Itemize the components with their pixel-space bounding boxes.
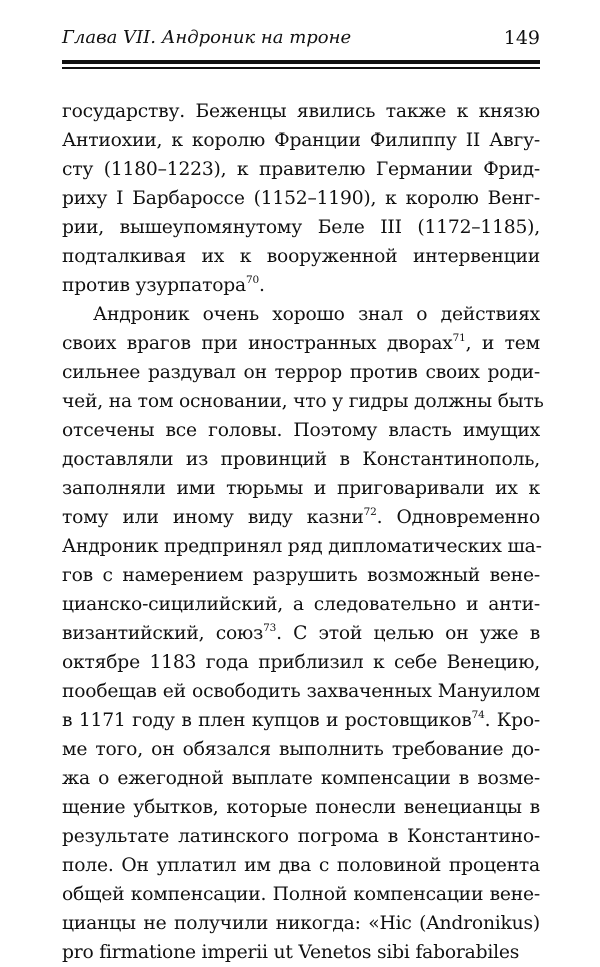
text-segment: . Одновременно [376, 506, 540, 528]
text-line [62, 590, 540, 619]
text-line [62, 445, 540, 474]
text-line [62, 503, 540, 532]
text-segment: щение убытков, которые понесли венецианцы в [62, 796, 540, 818]
text-segment: поле. Он уплатил им два с половиной процента [62, 854, 540, 876]
text-segment: Андроник предпринял ряд дипломатических ша- [62, 535, 542, 557]
header-rule-thick [62, 60, 540, 64]
footnote-ref: 74 [471, 708, 485, 721]
footnote-ref: 73 [263, 621, 277, 634]
text-segment: общей компенсации. Полной компенсации вене- [62, 883, 540, 905]
text-segment: заполняли ими тюрьмы и приговаривали их к [62, 477, 540, 499]
text-segment: . С этой целью он уже в [276, 622, 541, 644]
text-segment: государству. Беженцы явились также к князю [62, 100, 540, 122]
footnote-ref: 71 [452, 331, 466, 344]
footnote-ref: 70 [245, 273, 259, 286]
text-segment: пообещав ей освободить захваченных Мануилом [62, 680, 540, 702]
text-segment: цианцы не получили никогда: «Hic (Andronikus) [62, 912, 540, 934]
header-rule-thin [62, 67, 540, 69]
text-line [62, 155, 540, 184]
text-line [62, 938, 540, 967]
text-line [62, 358, 540, 387]
running-head [62, 22, 540, 54]
text-segment: против узурпатора [62, 274, 246, 296]
text-line [62, 677, 540, 706]
text-segment: Андроник очень хорошо знал о действиях [93, 303, 540, 325]
text-line [62, 271, 540, 300]
text-segment: цианско-сицилийский, а следовательно и анти- [62, 593, 540, 615]
text-line [62, 242, 540, 271]
text-line [62, 851, 540, 880]
text-line [62, 735, 540, 764]
text-line [62, 97, 540, 126]
text-line [62, 416, 540, 445]
text-line [62, 329, 540, 358]
text-segment: октябре 1183 года приблизил к себе Венецию, [62, 651, 540, 673]
text-segment: риху I Барбароссе (1152–1190), к королю Венг- [62, 187, 540, 209]
text-line [62, 619, 540, 648]
text-line [62, 822, 540, 851]
text-line [62, 474, 540, 503]
text-segment: в 1171 году в плен купцов и ростовщиков [62, 709, 472, 731]
page-number: 149 [503, 27, 540, 49]
text-line [62, 648, 540, 677]
text-segment: сильнее раздувал он террор против своих роди- [62, 361, 540, 383]
body-text [62, 97, 544, 967]
text-segment: жа о ежегодной выплате компенсации в возме- [62, 767, 540, 789]
text-segment: . Кро- [484, 709, 541, 731]
text-line [62, 184, 540, 213]
text-segment: pro firmatione imperii ut Venetos sibi faborabiles [62, 941, 520, 963]
text-segment: сту (1180–1223), к правителю Германии Фрид- [62, 158, 540, 180]
text-segment: отсечены все головы. Поэтому власть имущих [62, 419, 540, 441]
text-line [62, 793, 540, 822]
text-segment: Антиохии, к королю Франции Филиппу II Авгу- [62, 129, 540, 151]
text-line [62, 300, 540, 329]
text-line [62, 213, 540, 242]
text-segment: . [258, 274, 265, 296]
text-segment: доставляли из провинций в Константинополь, [62, 448, 540, 470]
text-line [62, 880, 540, 909]
text-line [62, 561, 540, 590]
footnote-ref: 72 [363, 505, 377, 518]
text-segment: гов с намерением разрушить возможный вене- [62, 564, 540, 586]
book-page [62, 22, 544, 967]
text-segment: византийский, союз [62, 622, 264, 644]
text-line [62, 909, 540, 938]
text-segment: результате латинского погрома в Константино- [62, 825, 540, 847]
text-segment: рии, вышеупомянутому Беле III (1172–1185), [62, 216, 540, 238]
text-segment: тому или иному виду казни [62, 506, 364, 528]
text-segment: , и тем [465, 332, 541, 354]
text-line [62, 387, 544, 416]
text-line [62, 532, 540, 561]
text-segment: подталкивая их к вооруженной интервенции [62, 245, 540, 267]
text-line [62, 764, 540, 793]
text-segment: ме того, он обязался выполнить требование до- [62, 738, 540, 760]
text-line [62, 706, 540, 735]
running-title: Глава VII. Андроник на троне [62, 27, 352, 48]
text-line [62, 126, 540, 155]
text-segment: чей, на том основании, что у гидры должны быть [62, 390, 544, 412]
text-segment: своих врагов при иностранных дворах [62, 332, 453, 354]
